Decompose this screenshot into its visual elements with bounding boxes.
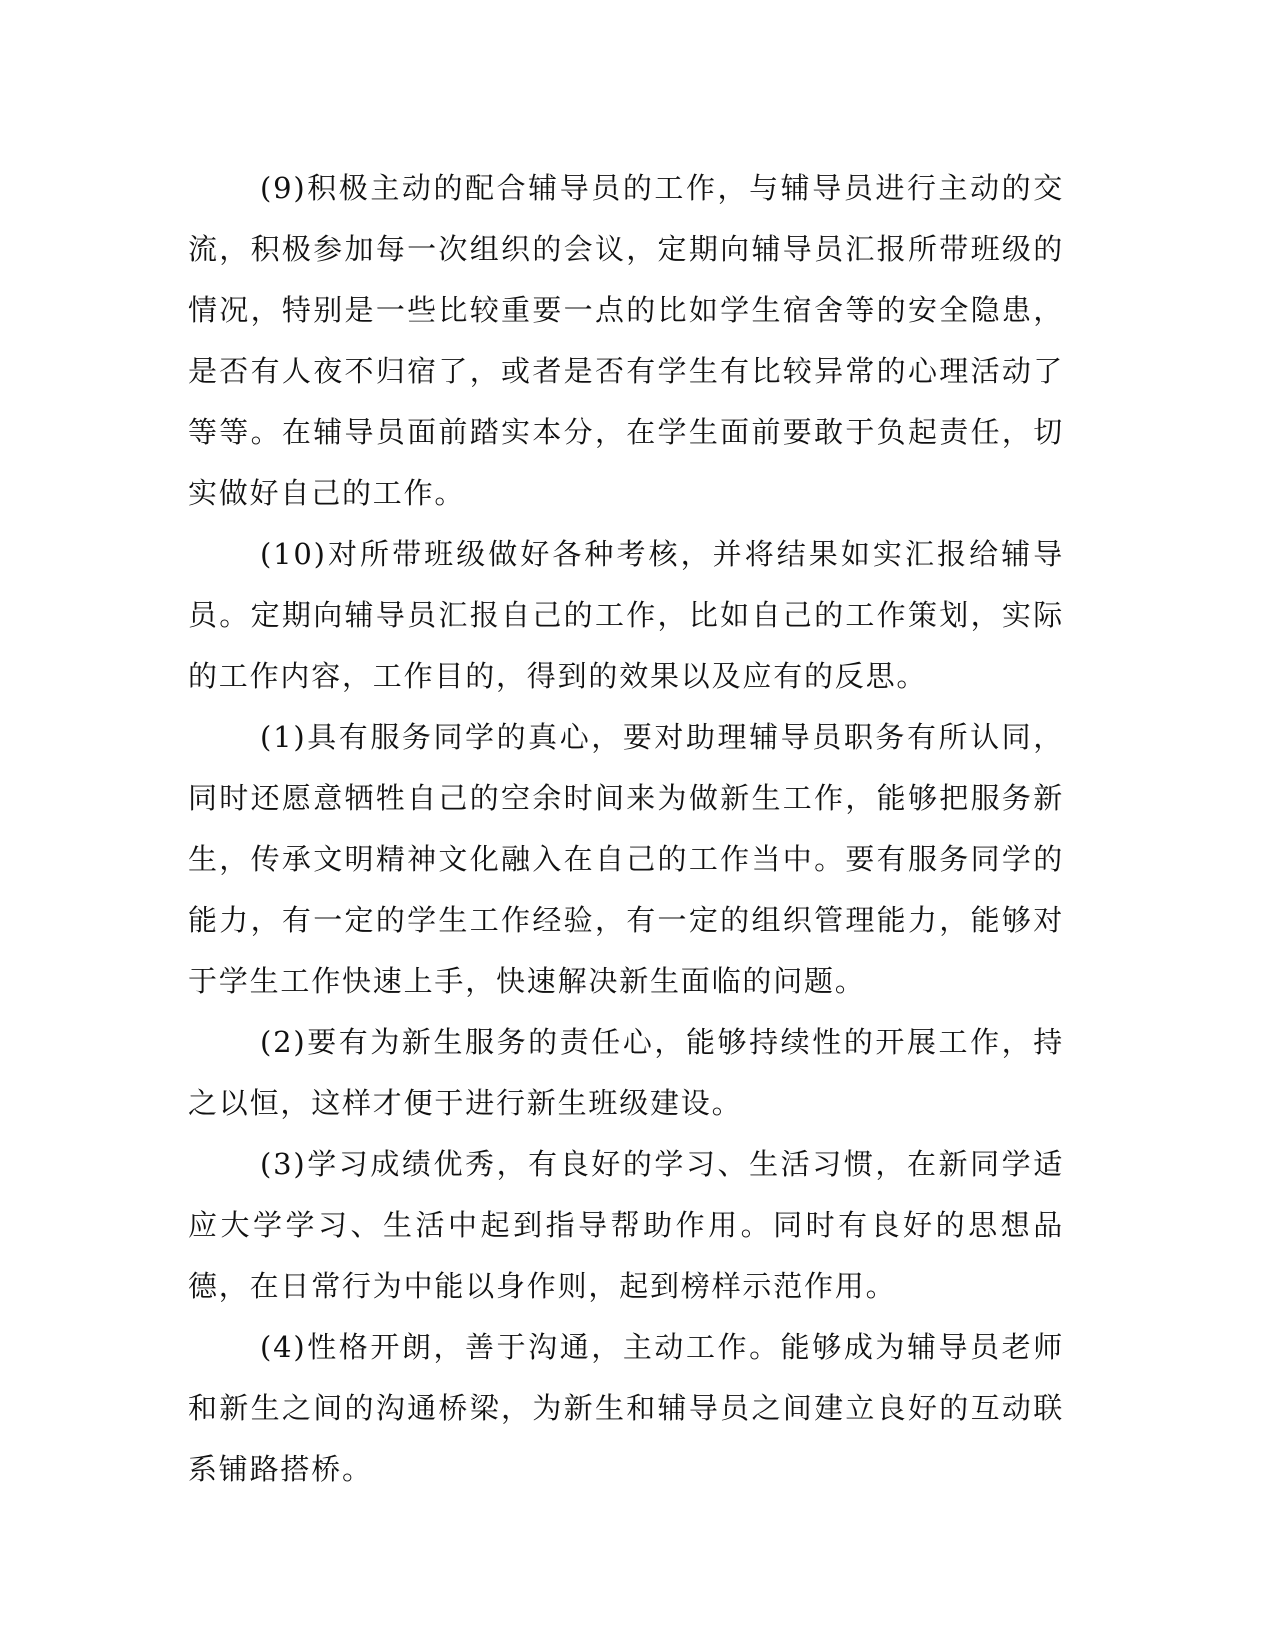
paragraph-item-9: (9)积极主动的配合辅导员的工作，与辅导员进行主动的交流，积极参加每一次组织的会议，定期向辅导员汇报所带班级的情况，特别是一些比较重要一点的比如学生宿舍等的安全隐患，是否有人夜不归宿了，或者是否有学生有比较异常的心理活动了等等。在辅导员面前踏实本分，在学生面前要敢于负起责任，切实做好自己的工作。: [188, 171, 1064, 510]
paragraph-requirement-4: (4)性格开朗，善于沟通，主动工作。能够成为辅导员老师和新生之间的沟通桥梁，为新生和辅导员之间建立良好的互动联系铺路搭桥。: [188, 1330, 1064, 1486]
paragraph-requirement-2: (2)要有为新生服务的责任心，能够持续性的开展工作，持之以恒，这样才便于进行新生班级建设。: [188, 1025, 1064, 1120]
paragraph-requirement-3: (3)学习成绩优秀，有良好的学习、生活习惯，在新同学适应大学学习、生活中起到指导帮助作用。同时有良好的思想品德，在日常行为中能以身作则，起到榜样示范作用。: [188, 1147, 1064, 1303]
paragraph-item-10: (10)对所带班级做好各种考核，并将结果如实汇报给辅导员。定期向辅导员汇报自己的工作，比如自己的工作策划，实际的工作内容，工作目的，得到的效果以及应有的反思。: [188, 537, 1064, 693]
document-body: [188, 158, 1064, 1500]
paragraph-requirement-1: (1)具有服务同学的真心，要对助理辅导员职务有所认同，同时还愿意牺牲自己的空余时间来为做新生工作，能够把服务新生，传承文明精神文化融入在自己的工作当中。要有服务同学的能力，有一定的学生工作经验，有一定的组织管理能力，能够对于学生工作快速上手，快速解决新生面临的问题。: [188, 720, 1064, 998]
